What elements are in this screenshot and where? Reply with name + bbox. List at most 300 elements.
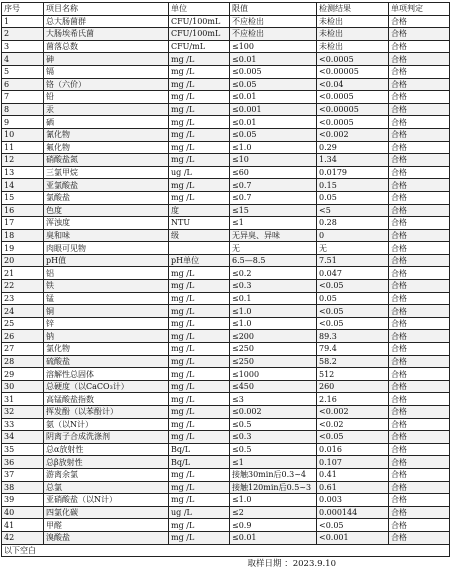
cell-verdict: 合格 [389,53,450,66]
cell-result: 0.000144 [317,506,389,519]
table-row [2,28,450,41]
cell-no: 42 [2,531,44,544]
cell-unit: mg /L [169,103,230,116]
cell-result: <0.002 [317,128,389,141]
cell-limit: 无异臭、异味 [230,229,317,242]
cell-item-name: pH值 [44,254,169,267]
cell-no: 14 [2,179,44,192]
cell-no: 19 [2,242,44,255]
cell-unit: mg /L [169,519,230,532]
cell-unit: pH单位 [169,254,230,267]
cell-no: 41 [2,519,44,532]
cell-result: <0.002 [317,406,389,419]
table-row [2,330,450,343]
table-row [2,267,450,280]
cell-unit: mg /L [169,355,230,368]
cell-limit: ≤1.0 [230,305,317,318]
cell-limit: ≤0.001 [230,103,317,116]
cell-result: <0.00005 [317,103,389,116]
cell-limit: ≤100 [230,40,317,53]
cell-result: 512 [317,368,389,381]
cell-item-name: 铬（六价） [44,78,169,91]
cell-no: 39 [2,494,44,507]
cell-item-name: 硒 [44,116,169,129]
cell-no: 27 [2,343,44,356]
table-row [2,141,450,154]
cell-no: 10 [2,128,44,141]
cell-no: 34 [2,431,44,444]
cell-item-name: 锌 [44,317,169,330]
cell-limit: 接触30min后0.3~4 [230,468,317,481]
cell-limit: ≤15 [230,204,317,217]
cell-verdict: 合格 [389,204,450,217]
cell-limit: ≤1.0 [230,141,317,154]
table-row [2,431,450,444]
table-row [2,481,450,494]
cell-item-name: 氰化物 [44,128,169,141]
cell-unit: Bq/L [169,456,230,469]
cell-item-name: 大肠埃希氏菌 [44,28,169,41]
cell-no: 5 [2,65,44,78]
cell-unit: mg /L [169,531,230,544]
table-row [2,380,450,393]
cell-result: <0.04 [317,78,389,91]
cell-unit: mg /L [169,267,230,280]
cell-unit: mg /L [169,468,230,481]
cell-unit: mg /L [169,141,230,154]
table-row [2,128,450,141]
cell-unit: NTU [169,217,230,230]
cell-limit: ≤60 [230,166,317,179]
cell-result: 260 [317,380,389,393]
cell-no: 13 [2,166,44,179]
cell-unit [169,242,230,255]
cell-item-name: 溶解性总固体 [44,368,169,381]
cell-no: 18 [2,229,44,242]
cell-result: 0.0179 [317,166,389,179]
table-row [2,355,450,368]
cell-unit: mg /L [169,393,230,406]
table-row [2,91,450,104]
table-row [2,116,450,129]
cell-result: 0.107 [317,456,389,469]
cell-item-name: 游离余氯 [44,468,169,481]
cell-limit: ≤1 [230,456,317,469]
cell-unit: mg /L [169,292,230,305]
table-row [2,393,450,406]
cell-verdict: 合格 [389,65,450,78]
cell-verdict: 合格 [389,494,450,507]
cell-result: 2.16 [317,393,389,406]
cell-result: 0.28 [317,217,389,230]
cell-limit: 不应检出 [230,28,317,41]
cell-verdict: 合格 [389,40,450,53]
cell-verdict: 合格 [389,166,450,179]
cell-limit: ≤0.5 [230,418,317,431]
cell-verdict: 合格 [389,330,450,343]
cell-unit: mg /L [169,78,230,91]
table-row [2,305,450,318]
cell-item-name: 总氯 [44,481,169,494]
cell-result: 未检出 [317,28,389,41]
cell-no: 22 [2,280,44,293]
cell-no: 3 [2,40,44,53]
table-row [2,494,450,507]
table-row [2,406,450,419]
cell-limit: ≤3 [230,393,317,406]
cell-unit: mg /L [169,494,230,507]
cell-limit: ≤1 [230,217,317,230]
cell-item-name: 臭和味 [44,229,169,242]
cell-result: <0.0005 [317,53,389,66]
cell-result: 未检出 [317,40,389,53]
cell-limit: ≤0.01 [230,91,317,104]
table-footer-row [2,544,450,557]
table-row [2,531,450,544]
cell-verdict: 合格 [389,368,450,381]
cell-no: 20 [2,254,44,267]
cell-limit: ≤0.01 [230,53,317,66]
cell-limit: ≤0.3 [230,431,317,444]
cell-unit: mg /L [169,280,230,293]
cell-verdict: 合格 [389,91,450,104]
cell-unit: 度 [169,204,230,217]
cell-unit: mg /L [169,154,230,167]
cell-no: 7 [2,91,44,104]
cell-verdict: 合格 [389,242,450,255]
cell-result: 1.34 [317,154,389,167]
table-row [2,519,450,532]
cell-verdict: 合格 [389,229,450,242]
cell-no: 30 [2,380,44,393]
cell-unit: mg /L [169,191,230,204]
cell-verdict: 合格 [389,531,450,544]
cell-verdict: 合格 [389,254,450,267]
cell-no: 23 [2,292,44,305]
cell-result: 89.3 [317,330,389,343]
header-no: 序号 [2,3,44,16]
cell-unit: 级 [169,229,230,242]
table-row [2,40,450,53]
cell-item-name: 氯化物 [44,343,169,356]
cell-verdict: 合格 [389,519,450,532]
cell-result: <0.05 [317,431,389,444]
cell-result: 0.003 [317,494,389,507]
cell-unit: mg /L [169,91,230,104]
table-row [2,217,450,230]
cell-unit: mg /L [169,343,230,356]
cell-no: 4 [2,53,44,66]
table-row [2,343,450,356]
cell-result: 0.05 [317,292,389,305]
table-row [2,443,450,456]
cell-verdict: 合格 [389,128,450,141]
cell-limit: 不应检出 [230,15,317,28]
cell-no: 21 [2,267,44,280]
cell-no: 16 [2,204,44,217]
cell-limit: ≤1.0 [230,494,317,507]
cell-item-name: 三氯甲烷 [44,166,169,179]
cell-item-name: 锰 [44,292,169,305]
cell-no: 11 [2,141,44,154]
cell-verdict: 合格 [389,191,450,204]
cell-no: 40 [2,506,44,519]
table-row [2,506,450,519]
cell-verdict: 合格 [389,78,450,91]
table-row [2,154,450,167]
cell-verdict: 合格 [389,141,450,154]
cell-unit: CFU/mL [169,40,230,53]
cell-limit: ≤0.3 [230,280,317,293]
sampling-date: 取样日期 ：2023.9.10 [247,559,336,569]
cell-verdict: 合格 [389,418,450,431]
cell-unit: mg /L [169,116,230,129]
cell-unit: mg /L [169,53,230,66]
table-row [2,179,450,192]
cell-result: <0.00005 [317,65,389,78]
cell-result: 0.41 [317,468,389,481]
cell-result: 7.51 [317,254,389,267]
cell-unit: mg /L [169,330,230,343]
cell-no: 29 [2,368,44,381]
cell-verdict: 合格 [389,15,450,28]
cell-unit: mg /L [169,128,230,141]
cell-verdict: 合格 [389,506,450,519]
cell-limit: ≤0.5 [230,443,317,456]
cell-result: <0.001 [317,531,389,544]
cell-item-name: 四氯化碳 [44,506,169,519]
cell-unit: mg /L [169,179,230,192]
table-row [2,191,450,204]
table-row [2,103,450,116]
cell-unit: ug /L [169,166,230,179]
cell-item-name: 镉 [44,65,169,78]
cell-limit: ≤10 [230,154,317,167]
cell-item-name: 挥发酚（以苯酚计） [44,406,169,419]
cell-item-name: 亚氯酸盐 [44,179,169,192]
cell-result: 0.15 [317,179,389,192]
cell-unit: mg /L [169,418,230,431]
cell-result: 58.2 [317,355,389,368]
cell-verdict: 合格 [389,267,450,280]
cell-limit: ≤250 [230,355,317,368]
cell-no: 8 [2,103,44,116]
cell-unit: mg /L [169,380,230,393]
water-quality-results-table [1,2,450,557]
cell-result: <0.05 [317,305,389,318]
cell-item-name: 浑浊度 [44,217,169,230]
cell-item-name: 氟化物 [44,141,169,154]
cell-result: 未检出 [317,15,389,28]
table-row [2,166,450,179]
cell-result: 0.05 [317,191,389,204]
header-verdict: 单项判定 [389,3,450,16]
cell-item-name: 硫酸盐 [44,355,169,368]
cell-verdict: 合格 [389,343,450,356]
cell-verdict: 合格 [389,481,450,494]
cell-limit: ≤200 [230,330,317,343]
cell-limit: ≤0.05 [230,128,317,141]
cell-item-name: 高锰酸盐指数 [44,393,169,406]
cell-item-name: 总硬度（以CaCO₃计） [44,380,169,393]
cell-item-name: 总β放射性 [44,456,169,469]
cell-verdict: 合格 [389,380,450,393]
cell-no: 38 [2,481,44,494]
cell-result: 0 [317,229,389,242]
cell-result: 0.047 [317,267,389,280]
cell-limit: ≤450 [230,380,317,393]
table-body [2,15,450,557]
cell-result: <0.05 [317,280,389,293]
cell-unit: mg /L [169,317,230,330]
cell-unit: mg /L [169,65,230,78]
cell-limit: ≤0.01 [230,116,317,129]
cell-item-name: 阴离子合成洗涤剂 [44,431,169,444]
cell-result: <0.0005 [317,116,389,129]
table-row [2,53,450,66]
cell-item-name: 砷 [44,53,169,66]
cell-limit: ≤0.01 [230,531,317,544]
cell-unit: ug /L [169,506,230,519]
cell-verdict: 合格 [389,116,450,129]
blank-below-note: 以下空白 [2,544,450,557]
cell-verdict: 合格 [389,28,450,41]
cell-verdict: 合格 [389,305,450,318]
cell-verdict: 合格 [389,317,450,330]
cell-no: 17 [2,217,44,230]
cell-unit: mg /L [169,368,230,381]
cell-verdict: 合格 [389,468,450,481]
cell-result: <5 [317,204,389,217]
cell-verdict: 合格 [389,431,450,444]
cell-verdict: 合格 [389,443,450,456]
cell-limit: 接触120min后0.5~3 [230,481,317,494]
cell-limit: ≤0.05 [230,78,317,91]
cell-no: 26 [2,330,44,343]
cell-item-name: 铅 [44,91,169,104]
cell-item-name: 溴酸盐 [44,531,169,544]
cell-item-name: 汞 [44,103,169,116]
cell-unit: Bq/L [169,443,230,456]
cell-no: 24 [2,305,44,318]
table-row [2,317,450,330]
table-row [2,468,450,481]
table-row [2,280,450,293]
table-row [2,254,450,267]
cell-no: 9 [2,116,44,129]
cell-unit: mg /L [169,406,230,419]
cell-no: 2 [2,28,44,41]
cell-unit: mg /L [169,481,230,494]
cell-item-name: 硝酸盐氮 [44,154,169,167]
table-row [2,368,450,381]
cell-result: 0.29 [317,141,389,154]
cell-no: 25 [2,317,44,330]
cell-limit: ≤0.1 [230,292,317,305]
table-row [2,292,450,305]
cell-verdict: 合格 [389,393,450,406]
cell-limit: 6.5—8.5 [230,254,317,267]
cell-unit: mg /L [169,305,230,318]
cell-result: <0.0005 [317,91,389,104]
table-row [2,229,450,242]
cell-no: 28 [2,355,44,368]
cell-item-name: 铁 [44,280,169,293]
header-result: 检测结果 [317,3,389,16]
cell-item-name: 氨（以N计） [44,418,169,431]
cell-limit: ≤0.002 [230,406,317,419]
cell-item-name: 菌落总数 [44,40,169,53]
cell-item-name: 总大肠菌群 [44,15,169,28]
cell-limit: ≤0.2 [230,267,317,280]
table-row [2,78,450,91]
cell-item-name: 甲醛 [44,519,169,532]
header-item-name: 项目名称 [44,3,169,16]
cell-item-name: 亚硝酸盐（以N计） [44,494,169,507]
cell-no: 31 [2,393,44,406]
table-row [2,456,450,469]
cell-result: <0.05 [317,317,389,330]
cell-limit: ≤0.005 [230,65,317,78]
cell-result: 0.61 [317,481,389,494]
cell-verdict: 合格 [389,154,450,167]
cell-no: 6 [2,78,44,91]
cell-no: 1 [2,15,44,28]
cell-item-name: 肉眼可见物 [44,242,169,255]
cell-item-name: 色度 [44,204,169,217]
cell-verdict: 合格 [389,103,450,116]
cell-result: <0.02 [317,418,389,431]
cell-verdict: 合格 [389,406,450,419]
cell-item-name: 氯酸盐 [44,191,169,204]
cell-item-name: 铜 [44,305,169,318]
cell-verdict: 合格 [389,456,450,469]
table-row [2,204,450,217]
cell-no: 35 [2,443,44,456]
cell-unit: CFU/100mL [169,28,230,41]
cell-no: 12 [2,154,44,167]
cell-limit: ≤0.7 [230,179,317,192]
cell-limit: ≤1000 [230,368,317,381]
cell-unit: CFU/100mL [169,15,230,28]
cell-verdict: 合格 [389,179,450,192]
cell-no: 33 [2,418,44,431]
table-row [2,418,450,431]
cell-item-name: 总α放射性 [44,443,169,456]
cell-no: 32 [2,406,44,419]
cell-result: 无 [317,242,389,255]
cell-limit: ≤2 [230,506,317,519]
cell-result: <0.05 [317,519,389,532]
table-row [2,65,450,78]
cell-verdict: 合格 [389,280,450,293]
table-row [2,15,450,28]
cell-no: 15 [2,191,44,204]
cell-no: 36 [2,456,44,469]
cell-verdict: 合格 [389,292,450,305]
cell-unit: mg /L [169,431,230,444]
cell-limit: ≤0.7 [230,191,317,204]
table-header-row [2,3,450,16]
cell-no: 37 [2,468,44,481]
cell-verdict: 合格 [389,217,450,230]
header-limit: 限值 [230,3,317,16]
cell-result: 79.4 [317,343,389,356]
table-row [2,242,450,255]
cell-result: 0.016 [317,443,389,456]
cell-item-name: 钠 [44,330,169,343]
cell-limit: ≤1.0 [230,317,317,330]
